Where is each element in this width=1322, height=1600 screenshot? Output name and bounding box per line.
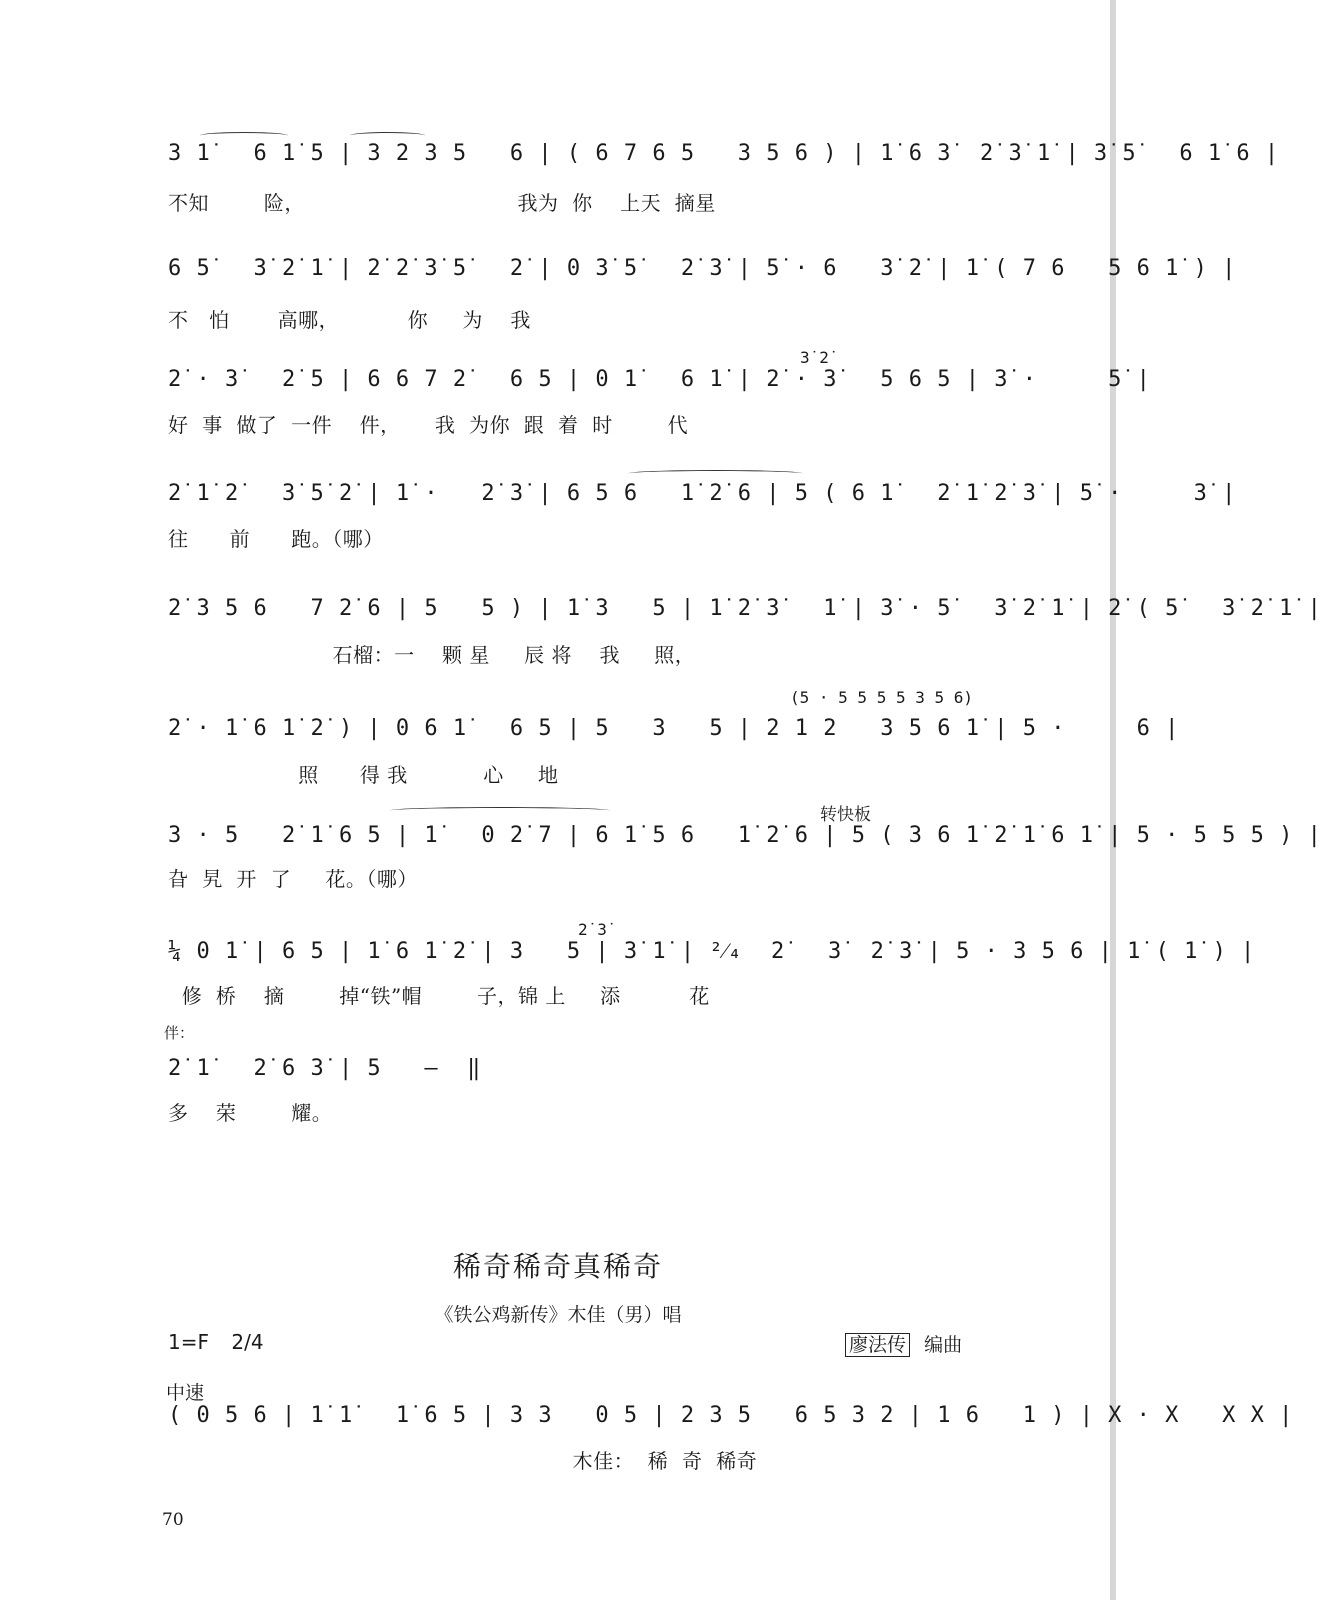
lyric-line: 石榴：一 颗 星 辰 将 我 照， — [168, 643, 696, 667]
slur-arc — [200, 132, 288, 139]
notation-line: 2̇ 1̇ 2̇ 6 3̇ | 5 — ‖ — [168, 1056, 482, 1081]
ornament-mark: 3̇ 2̇ — [800, 348, 829, 367]
composer-role: 编曲 — [924, 1334, 963, 1356]
lyric-line: 不知 险， 我为 你 上天 摘星 — [168, 191, 716, 215]
notation-line: ¼ 0 1̇ | 6 5 | 1̇ 6 1̇ 2̇ | 3 5 | 3̇ 1̇ | ²⁄₄ 2̇ 3̇ 2̇ 3̇ | 5 · 3 5 6 | 1̇ ( 1̇ ) | — [168, 939, 1256, 964]
lyric-line: 好 事 做了 一件 件， 我 为你 跟 着 时 代 — [168, 413, 689, 437]
accompaniment-label: 伴： — [164, 1024, 195, 1042]
notation-line: 6 5̇ 3̇ 2̇ 1̇ | 2̇ 2̇ 3̇ 5̇ 2̇ | 0 3̇ 5̇ 2̇ 3̇ | 5̇ · 6 3̇ 2̇ | 1̇ ( 7 6 5 6 1̇ ) | — [168, 256, 1237, 281]
tempo-change-mark: 转快板 — [820, 805, 871, 825]
notation-line: 2̇ 1̇ 2̇ 3̇ 5̇ 2̇ | 1̇ · 2̇ 3̇ | 6 5 6 1̇ 2̇ 6 | 5 ( 6 1̇ 2̇ 1̇ 2̇ 3̇ | 5̇ · 3̇ | — [168, 481, 1237, 506]
tempo-marking: 中速 — [166, 1382, 205, 1404]
lyric-line: 照 得 我 心 地 — [168, 763, 559, 787]
notation-line: 3 1̇ 6 1̇ 5 | 3 2 3 5 6 | ( 6 7 6 5 3 5 6 ) | 1̇ 6 3̇ 2̇ 3̇ 1̇ | 3̇ 5̇ 6 1̇ 6 | — [168, 141, 1280, 166]
scan-gutter — [1110, 0, 1116, 1600]
notation-line: 3 · 5 2̇ 1̇ 6 5 | 1̇ 0 2̇ 7 | 6 1̇ 5 6 1̇ 2̇ 6 | 5 ( 3 6 1̇ 2̇ 1̇ 6 1̇ | 5 · 5 5 5 ) | — [168, 823, 1322, 848]
lyric-line: 往 前 跑。（哪） — [168, 527, 384, 551]
notation-line: ( 0 5 6 | 1̇ 1̇ 1̇ 6 5 | 3 3 0 5 | 2 3 5 6 5 3 2 | 1 6 1 ) | X · X X X | — [168, 1403, 1294, 1428]
slur-arc — [628, 470, 803, 477]
lyric-line: 不 怕 高哪， 你 为 我 — [168, 308, 531, 332]
slur-arc — [350, 132, 425, 139]
song-title: 稀奇稀奇真稀奇 — [452, 1250, 663, 1283]
lyric-line: 木佳： 稀 奇 稀奇 — [168, 1449, 758, 1473]
notation-line: 2̇ · 3̇ 2̇ 5 | 6 6 7 2̇ 6 5 | 0 1̇ 6 1̇ | 2̇ · 3̇ 5 6 5 | 3̇ · 5̇ | — [168, 367, 1151, 392]
lyric-line: 多 荣 耀。 — [168, 1101, 333, 1125]
notation-line: 2̇ 3 5 6 7 2̇ 6 | 5 5 ) | 1̇ 3 5 | 1̇ 2̇ 3̇ 1̇ | 3̇ · 5̇ 3̇ 2̇ 1̇ | 2̇ ( 5̇ 3̇ 2̇ 1̇ | — [168, 596, 1322, 621]
composer-name: 廖法传 — [845, 1333, 910, 1357]
ornament-mark: 2̇ 3̇ — [578, 920, 607, 939]
song-subtitle: 《铁公鸡新传》木佳（男）唱 — [434, 1304, 682, 1326]
slur-arc — [390, 807, 610, 814]
lyric-line: 修 桥 摘 掉“铁”帽 子，锦 上 添 花 — [168, 984, 710, 1008]
lyric-line: 旮 旯 开 了 花。（哪） — [168, 867, 418, 891]
page-number: 70 — [162, 1510, 184, 1530]
notation-line: 2̇ · 1̇ 6 1̇ 2̇ ) | 0 6 1̇ 6 5 | 5 3 5 | 2 1 2 3 5 6 1̇ | 5 · 6 | — [168, 716, 1180, 741]
key-signature — [168, 1330, 264, 1354]
interlude-mark: (5 · 5 5 5 5 3 5 6) — [790, 688, 974, 707]
composer-credit — [845, 1330, 962, 1357]
key-label: 1=F — [168, 1330, 209, 1354]
time-signature: 2/4 — [231, 1330, 264, 1354]
